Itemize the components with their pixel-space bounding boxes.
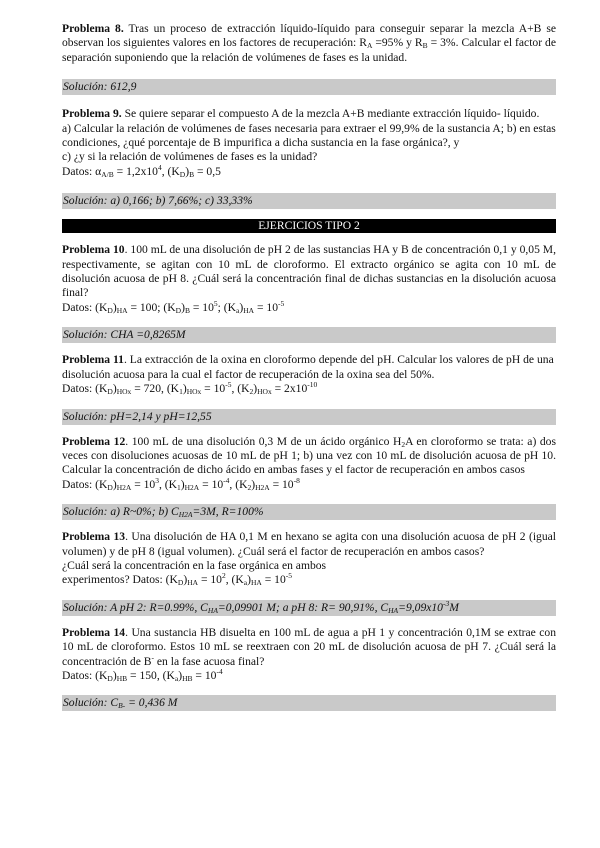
problem-13-statement: Problema 13. Una disolución de HA 0,1 M en hexano se agita con una disolución acuosa de pH 2 (igual volumen) y de pH 8 (igual volumen). ¿Cuál será el factor de recuperación en ambos casos? [62, 530, 557, 558]
problem-13-title: Problema 13 [62, 530, 126, 544]
problem-8-statement: Problema 8. Tras un proceso de extracción líquido-líquido para conseguir separar la mezcla A+B se observan los siguientes valores en los factores de recuperación: $R_A =95\%$ y $R_B = 3\%$. Calcular el factor de separación suponiendo que la relación de volúmenes de fases es la unidad. [62, 22, 556, 64]
problem-9-part-ab: a) Calcular la relación de volúmenes de fases necesaria para extraer el 99,9% de la sustancia A; b) en estas condiciones, ¿qué porcentaje de B impurifica a dicha sustancia en la fase orgánica?, y [62, 121, 556, 150]
problem-11-solution: Solución: pH=2,14 y pH=12,55 [62, 409, 556, 425]
problem-10-data: Datos: $(K_D)_{HA} = 100$; $(K_D)_B = 10^5$; $(K_a)_{HA} = 10^{-5}$ [62, 298, 285, 315]
document-page [62, 22, 556, 721]
problem-14-statement: Problema 14. Una sustancia HB disuelta en 100 mL de agua a pH 1 y concentración 0,1M se extrae con 10 mL de cloroformo. Estos 10 mL se reextraen con 20 mL de disolución acuosa de pH 7. ¿Cuál será la concentración de B- en la fase acuosa final? [62, 625, 556, 668]
problem-11-statement: Problema 11. La extracción de la oxina en cloroformo depende del pH. Calcular los valores de pH de una disolución acuosa para la cual el factor de recuperación de la oxina sea del 50%. [62, 353, 554, 381]
problem-11-data: Datos: $(K_D)_{HOx} = 720$, $(K_1)_{HOx} = 10^{-5}$, $(K_2)_{HOx} = 2x10^{-10}$ [62, 380, 318, 397]
problem-14-data: Datos: $(K_D)_{HB} = 150$, $(K_a)_{HB} = 10^{-4}$ [62, 666, 223, 683]
problem-10-title: Problema 10 [62, 243, 125, 257]
problem-12-solution: Solución: a) R~0%; b) $C_{H2A}=3M$, R=100% [62, 504, 556, 520]
problem-12-statement: Problema 12. 100 mL de una disolución 0,3 M de un ácido orgánico $H_2A$ en cloroformo se trata: a) dos veces con disoluciones acuosas de 10 mL de pH 1; b) una vez con 10 mL de disolución acuosa de pH 10. Calcular la concentración de dicho ácido en ambas fases y el factor de recuperación en ambos casos [62, 434, 556, 477]
problem-9-part-c: c) ¿y si la relación de volúmenes de fases es la unidad? [62, 150, 318, 164]
problem-9-solution: Solución: a) 0,166; b) 7,66%; c) 33,33% [62, 193, 556, 209]
problem-8-title: Problema 8. [62, 22, 124, 35]
problem-12-title: Problema 12 [62, 434, 126, 448]
problem-11-title: Problema 11 [62, 353, 124, 367]
problem-9-data: Datos: $\alpha_{A/B} = 1,2x10^4$, $(K_D)_B = 0,5$ [62, 162, 221, 179]
problem-12-data: Datos: $(K_D)_{H2A} = 10^3$, $(K_1)_{H2A} = 10^{-4}$, $(K_2)_{H2A} = 10^{-8}$ [62, 475, 300, 492]
problem-9-statement: Problema 9. Se quiere separar el compuesto A de la mezcla A+B mediante extracción líquido- líquido. [62, 107, 540, 121]
problem-13-data: experimentos? Datos: $(K_D)_{HA} = 10^2$, $(K_a)_{HA} = 10^{-5}$ [62, 571, 293, 588]
problem-10-solution: Solución: CHA =0,8265M [62, 327, 556, 343]
problem-8-solution: Solución: 612,9 [62, 79, 556, 95]
problem-14-solution: Solución: $C_{B-} = 0,436$ M [62, 695, 556, 711]
problem-10-statement: Problema 10. 100 mL de una disolución de pH 2 de las sustancias HA y B de concentración 0,1 y 0,05 M, respectivamente, se agitan con 10 mL de cloroformo. El extracto orgánico se agita con 10 mL de disolución acuosa de pH 8. ¿Cuál será la concentración final de dichas sustancias en la disolución acuosa final? [62, 243, 557, 300]
section-header: EJERCICIOS TIPO 2 [62, 219, 556, 233]
problem-13-solution: Solución: A pH 2: R=0.99%, $C_{HA}=0,09901$ M; a pH 8: R= 90,91%, $C_{HA}=9,09x10^{-3}M$ [62, 600, 556, 616]
problem-9-title: Problema 9. [62, 107, 122, 121]
problem-14-title: Problema 14 [62, 625, 126, 639]
problem-13-question: ¿Cuál será la concentración en la fase orgánica en ambos [62, 558, 327, 572]
